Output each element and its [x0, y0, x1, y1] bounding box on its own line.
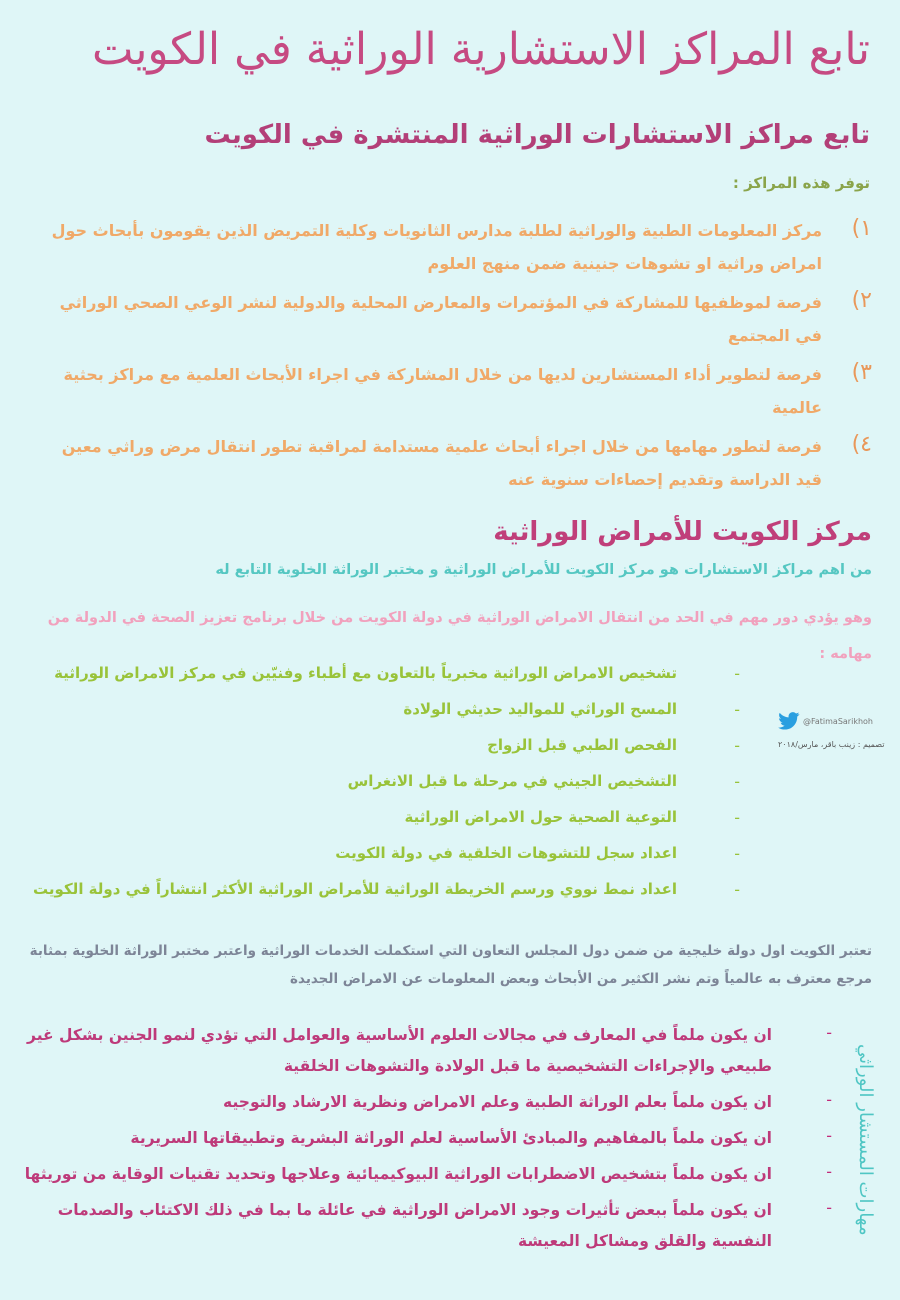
list-dash: - — [734, 736, 740, 755]
list-item — [12, 696, 872, 732]
list-dash: - — [826, 1198, 832, 1217]
list-item-text: الفحص الطبي قبل الزواج — [487, 736, 677, 754]
list-item — [12, 804, 872, 840]
list-item — [12, 1087, 872, 1118]
list-item-text: المسح الوراثي للمواليد حديثي الولادة — [403, 700, 677, 718]
section-kuwait-center-role: وهو يؤدي دور مهم في الحد من انتقال الامراض الوراثية في دولة الكويت من خلال برنامج تعزيز الصحة في الدولة من مهامه : — [47, 610, 872, 662]
list-item-text: فرصة لتطور مهامها من خلال اجراء أبحاث علمية مستدامة لمراقبة تطور انتقال مرض وراثي معين قيد الدراسة وتقديم إحصاءات سنوية عنه — [61, 437, 822, 489]
list-item-number: ١) — [851, 216, 872, 241]
list-item-text: فرصة لموظفيها للمشاركة في المؤتمرات والمعارض المحلية والدولية لنشر الوعي الصحي الوراثي في المجتمع — [59, 293, 822, 345]
list-dash: - — [734, 880, 740, 899]
section-kuwait-center-intro: من اهم مراكز الاستشارات هو مركز الكويت للأمراض الوراثية و مختبر الوراثة الخلوية التابع له — [215, 562, 872, 578]
list-item — [12, 660, 872, 696]
list-dash: - — [734, 772, 740, 791]
list-dash: - — [826, 1023, 832, 1042]
list-item — [12, 1020, 872, 1082]
list-item-text: ان يكون ملماً بتشخيص الاضطرابات الوراثية البيوكيميائية وعلاجها وتحديد تقنيات الوقاية من توريثها — [24, 1165, 772, 1183]
list-item-text: فرصة لتطوير أداء المستشارين لديها من خلال المشاركة في اجراء الأبحاث العلمية مع مراكز بحثية عالمية — [63, 365, 822, 417]
list-item-number: ٤) — [851, 432, 872, 457]
list-dash: - — [826, 1090, 832, 1109]
list-item — [12, 732, 872, 768]
list-item — [12, 1159, 872, 1190]
list-item — [12, 1195, 872, 1257]
list-dash: - — [734, 700, 740, 719]
list-item-text: التشخيص الجيني في مرحلة ما قبل الانغراس — [347, 772, 677, 790]
center-tasks-list — [12, 660, 872, 912]
list-item-text: ان يكون ملماً في المعارف في مجالات العلوم الأساسية والعوامل التي تؤدي لنمو الجنين بشكل غير طبيعي والإجراءات التشخيصية ما قبل الولادة والتشوهات الخلقية — [27, 1026, 772, 1075]
twitter-handle-row — [778, 712, 900, 730]
intro-text: توفر هذه المراكز : — [732, 174, 870, 192]
list-item-number: ٢) — [851, 288, 872, 313]
counselor-skills-list — [12, 1020, 872, 1262]
list-dash: - — [826, 1162, 832, 1181]
twitter-handle: @FatimaSarikhoh — [803, 716, 873, 726]
list-dash: - — [734, 664, 740, 683]
list-item-text: التوعية الصحية حول الامراض الوراثية — [404, 808, 677, 826]
list-item-text: مركز المعلومات الطبية والوراثية لطلبة مدارس الثانويات وكلية التمريض الذين يقومون بأبحاث حول امراض وراثية او تشوهات جنينية ضمن منهج العلوم — [51, 221, 822, 273]
list-item-text: اعداد نمط نووي ورسم الخريطة الوراثية للأمراض الوراثية الأكثر انتشاراً في دولة الكويت — [33, 880, 677, 898]
list-item — [12, 876, 872, 912]
list-dash: - — [826, 1126, 832, 1145]
list-item — [12, 840, 872, 876]
page-title: تابع المراكز الاستشارية الوراثية في الكويت — [91, 24, 870, 75]
list-dash: - — [734, 808, 740, 827]
list-item — [30, 214, 872, 280]
list-item — [12, 1123, 872, 1154]
list-item-text: ان يكون ملماً بعلم الوراثة الطبية وعلم الامراض ونظرية الارشاد والتوجيه — [223, 1093, 772, 1111]
list-dash: - — [734, 844, 740, 863]
list-item-text: تشخيص الامراض الوراثية مخبرياً بالتعاون مع أطباء وفنيّين في مركز الامراض الوراثية — [54, 664, 677, 682]
centers-offerings-list — [30, 214, 872, 502]
kuwait-gulf-first-paragraph: تعتبر الكويت اول دولة خليجية من ضمن دول المجلس التعاون التي استكملت الخدمات الوراثية واعتبر مختبر الوراثة الخلوية بمثابة مرجع معترف به عالمياً وتم نشر الكثير من الأبحاث وبعض المعلومات عن الامراض الجديدة — [29, 943, 872, 987]
list-item-text: ان يكون ملماً بالمفاهيم والمبادئ الأساسية لعلم الوراثة البشرية وتطبيقاتها السريرية — [130, 1129, 772, 1147]
twitter-bird-icon — [778, 712, 800, 730]
design-credit-text: تصميم : زينب باقر، مارس/٢٠١٨ — [778, 740, 885, 749]
list-item-text: ان يكون ملماً ببعض تأثيرات وجود الامراض الوراثية في عائلة ما بما في ذلك الاكتئاب والصدمات النفسية والقلق ومشاكل المعيشة — [57, 1201, 772, 1250]
designer-credit — [778, 712, 900, 749]
list-item — [12, 768, 872, 804]
list-item — [30, 430, 872, 496]
list-item — [30, 358, 872, 424]
page-subtitle: تابع مراكز الاستشارات الوراثية المنتشرة في الكويت — [204, 120, 870, 150]
list-item-text: اعداد سجل للتشوهات الخلقية في دولة الكويت — [335, 844, 677, 862]
section-kuwait-center-title: مركز الكويت للأمراض الوراثية — [493, 517, 872, 547]
list-item-number: ٣) — [851, 360, 872, 385]
list-item — [30, 286, 872, 352]
skills-vertical-label: مهارات المستشار الوراثي — [855, 1044, 876, 1236]
